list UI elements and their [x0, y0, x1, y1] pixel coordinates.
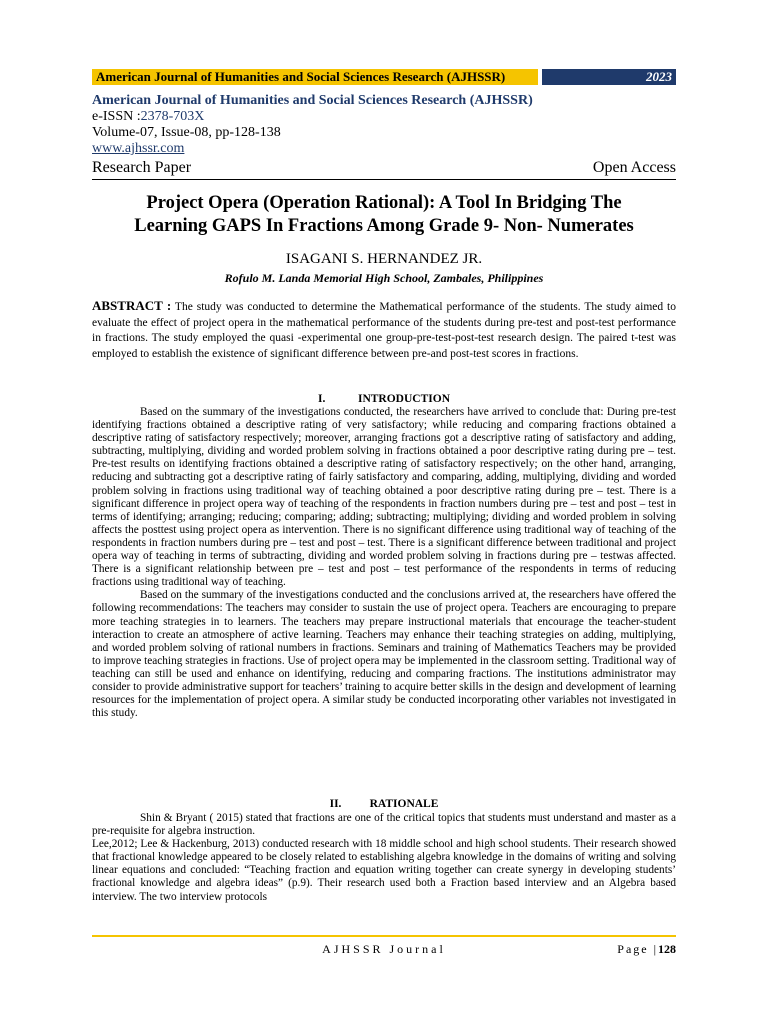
paragraph: Based on the summary of the investigations conducted and the conclusions arrived at, the researchers have offered the following recommendations: The teachers may consider to sustain the use of project opera. Teachers are encouraging to prepare more teaching strategies in to learners. The teachers may prepare instructional materials that encourage the teacher-student interaction to create an atmosphere of active learning. Teachers may enhance their teaching strategies on adding, multiplying, and worded problem solving of rational numbers in fractions. Seminars and training of Mathematics Teachers may be provided to improve teaching strategies in fractions. Use of project opera may be implemented in the classroom setting. Traditional way of teaching can still be used and enhance on identifying, reducing and comparing fractions. The institutions administrator may consider to provide administrative support for teachers’ training to acquire better skills in the design and development of learning resources for the implementation of project opera. A similar study be conducted incorporating other variables not investigated in this study. [92, 589, 676, 720]
section-number: II. [329, 798, 342, 810]
paper-type: Research Paper [92, 159, 192, 176]
page-number-block [617, 941, 676, 957]
author-name: ISAGANI S. HERNANDEZ JR. [285, 251, 483, 267]
website-link[interactable]: www.ajhssr.com [92, 141, 185, 156]
journal-header-band [92, 69, 676, 85]
section-number: I. [317, 393, 326, 405]
eissn-line [92, 109, 676, 125]
paragraph: Based on the summary of the investigations conducted, the researchers have arrived to conclude that: During pre-test identifying fractions obtained a descriptive rating of very satisfactory; while reducing and comparing fractions obtained a descriptive rating of satisfactory respectively; moreover, arranging fractions got a descriptive rating of satisfactory and adding, subtracting, multiplying, dividing and worded problem solving in fractions obtained a poor descriptive rating during pre – test. Pre-test results on identifying fractions obtained a descriptive rating of satisfactory respectively; on the other hand, arranging, reducing and subtracting got a descriptive rating of fairly satisfactory and comparing, adding, multiplying, dividing and worded problem solving in fractions using traditional way of teaching obtained a poor descriptive rating during pre – test. There is a significant difference in project opera way of teaching of the respondents in fraction numbers during pre – test and post – test in terms of identifying; arranging; reducing; comparing; adding; subtracting; multiplying; dividing and worded problem in solving affects the posttest using project opera as intervention. There is no significant difference using traditional way of teaching of the respondents in fraction numbers during pre – test and post – test. There is a significant difference between traditional and project opera way of teaching in terms of subtracting, dividing and worded problem solving in fractions during pre – testwas affected. There is a significant relationship between pre – test and post – test performance of the respondents in terms of reducing fractions using traditional way of teaching. [92, 406, 676, 589]
section-heading-introduction [92, 392, 676, 406]
page-number: 128 [658, 942, 676, 956]
eissn-label: e-ISSN : [92, 109, 141, 124]
section-heading-rationale [92, 797, 676, 811]
introduction-body [92, 406, 676, 720]
paper-title [92, 192, 676, 238]
page-label: Page | [617, 942, 658, 956]
volume-line: Volume-07, Issue-08, pp-128-138 [92, 125, 281, 140]
journal-name: American Journal of Humanities and Social Sciences Research (AJHSSR) [92, 93, 533, 108]
eissn-value: 2378-703X [140, 109, 205, 124]
paper-type-row [92, 158, 676, 180]
abstract-label: ABSTRACT : [92, 298, 172, 313]
rationale-body [92, 812, 676, 904]
journal-meta [92, 92, 676, 157]
journal-banner: American Journal of Humanities and Social Sciences Research (AJHSSR) [92, 69, 538, 85]
paper-page [92, 0, 676, 1024]
page-footer [92, 941, 676, 957]
paragraph: Lee,2012; Lee & Hackenburg, 2013) conducted research with 18 middle school and high school students. Their research showed that fractional knowledge appeared to be closely related to establishing algebra knowledge in the domains of writing and solving linear equations and concluded: “Teaching fraction and equation writing together can create synergy in developing students’ fractional knowledge and algebra ideas” (p.9). Their research used both a Fraction based interview and an Algebra based interview. The two interview protocols [92, 838, 676, 903]
author-affiliation: Rofulo M. Landa Memorial High School, Zambales, Philippines [224, 271, 544, 285]
footer-divider [92, 935, 676, 937]
title-line-2: Learning GAPS In Fractions Among Grade 9- Non- Numerates [134, 216, 634, 236]
footer-journal: AJHSSR Journal [322, 942, 446, 956]
section-title: RATIONALE [369, 798, 439, 810]
abstract [92, 298, 676, 362]
section-title: INTRODUCTION [357, 393, 450, 405]
abstract-text: The study was conducted to determine the Mathematical performance of the students. The study aimed to evaluate the effect of project opera in the mathematical performance of the students during pre-test and post-test performance in fractions. The study employed the quasi -experimental one group-pre-test-post-test research design. The paired t-test was employed to establish the existence of significant difference between pre-and post-test scores in fractions. [92, 301, 676, 360]
title-line-1: Project Opera (Operation Rational): A Tool In Bridging The [146, 193, 622, 213]
access-type: Open Access [592, 159, 676, 176]
paragraph: Shin & Bryant ( 2015) stated that fractions are one of the critical topics that students must understand and master as a pre-requisite for algebra instruction. [92, 812, 676, 838]
year-badge: 2023 [542, 69, 676, 85]
